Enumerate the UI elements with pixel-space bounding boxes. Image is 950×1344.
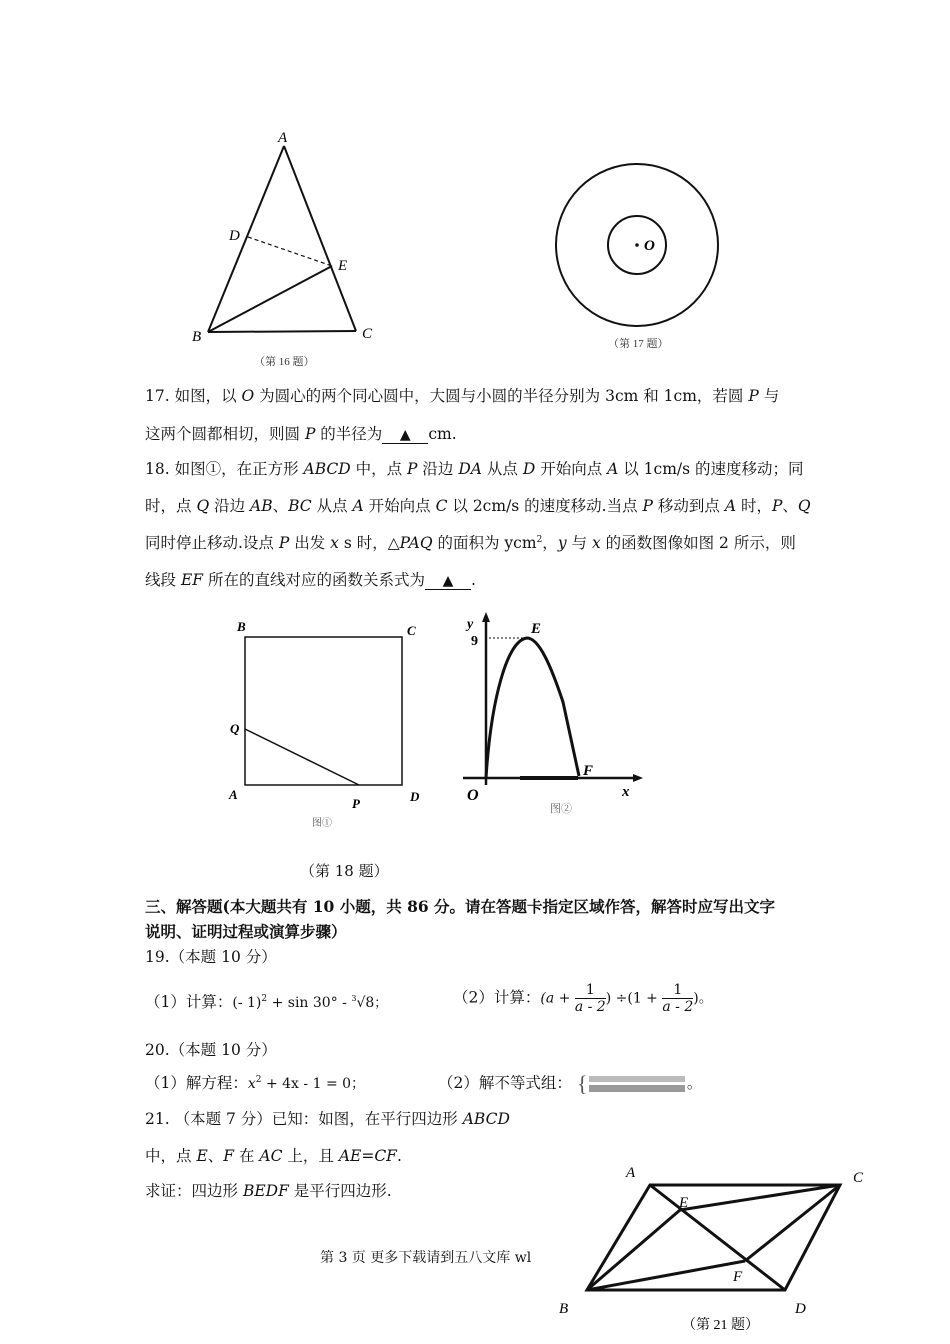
q19-part1: （1）计算：(- 1)$^2$ + sin 30° - $^3$√8； [145, 993, 388, 1011]
fig21-caption: （第 21 题） [682, 1318, 759, 1333]
page-footer: 第 3 页 更多下载请到五八文库 wl [320, 1250, 532, 1266]
q17-o: O [241, 387, 255, 405]
fig21-label-c: C [853, 1170, 864, 1186]
q17-text-1c: 与 [758, 387, 780, 405]
q17-p-2: P [304, 425, 316, 443]
figure-18-2 [455, 610, 650, 820]
fig16-label-a: A [278, 130, 288, 146]
q17-text-2a: 这两个圆都相切，则圆 [145, 425, 305, 443]
fig18b-label-o: O [467, 787, 479, 804]
fig18a-label-c: C [407, 623, 416, 638]
figure-18-1 [220, 615, 430, 830]
q21-line1: 21. （本题 7 分）已知：如图，在平行四边形 ABCD [145, 1110, 510, 1128]
section3-heading-1: 三、解答题(本大题共有 10 小题，共 86 分。请在答题卡指定区域作答，解答时应写出文字 [145, 897, 776, 916]
q18-line3: 同时停止移动.设点 P 出发 x s 时，△PAQ 的面积为 ycm$^2$，y 与 x 的函数图像如图 2 所示，则 [145, 534, 796, 552]
q19-p2-label: （2）计算： [453, 988, 541, 1007]
fig18a-label-q: Q [230, 721, 240, 736]
fig18a-label-b: B [237, 619, 246, 634]
fig17-caption: （第 17 题） [608, 338, 669, 350]
section3-heading-2: 说明、证明过程或演算步骤） [145, 922, 347, 941]
fig16-label-d: D [229, 228, 240, 244]
fig21-label-e: E [679, 1195, 689, 1211]
fig21-label-b: B [559, 1301, 569, 1317]
fig21-label-d: D [795, 1301, 806, 1317]
q17-text-1b: 为圆心的两个同心圆中，大圆与小圆的半径分别为 3cm 和 1cm，若圆 [254, 387, 749, 405]
q17-line1 [145, 384, 779, 406]
fig18b-caption: 图② [550, 803, 572, 815]
fig18b-label-9: 9 [471, 634, 478, 649]
fig18b-label-x: x [622, 784, 630, 800]
q20-title: 20.（本题 10 分） [145, 1041, 277, 1059]
figure-21 [550, 1155, 880, 1344]
fig18a-caption: 图① [312, 818, 332, 829]
figure-17 [550, 150, 730, 355]
fig16-label-c: C [362, 326, 373, 342]
q20-part1: （1）解方程：$x^2 + 4x - 1 = 0$； [145, 1074, 366, 1092]
q17-text-2c: cm. [428, 425, 457, 443]
q20-part2: （2）解不等式组： { 。 [438, 1072, 703, 1096]
fig18b-label-e: E [531, 621, 542, 637]
q18-line4: 线段 EF 所在的直线对应的函数关系式为 ▲ . [145, 571, 476, 589]
fig16-caption: （第 16 题） [254, 356, 315, 368]
q20-inequality-system-image [577, 1072, 687, 1096]
fig18a-label-d: D [410, 789, 420, 804]
q18-line1: 18. 如图①，在正方形 ABCD 中，点 P 沿边 DA 从点 D 开始向点 A 以 1cm/s 的速度移动；同 [145, 460, 804, 478]
q17-text-1a: 17. 如图，以 [145, 387, 242, 405]
fig18a-label-a: A [229, 787, 238, 802]
q19-part2: （2）计算：(a + $\frac{1}{a - 2}$ ) ÷(1 + $\frac{1}{a - 2}$ )。 [453, 982, 713, 1016]
q18-line2: 时，点 Q 沿边 AB、BC 从点 A 开始向点 C 以 2cm/s 的速度移动.当点 P 移动到点 A 时，P、Q [145, 497, 811, 515]
figure-16 [180, 120, 390, 375]
fig18a-label-p: P [352, 796, 360, 811]
q17-p: P [748, 387, 759, 405]
fig16-label-e: E [338, 258, 348, 274]
fig18b-label-y: y [467, 617, 474, 632]
q19-fraction-1: $\frac{1}{a - 2}$ [574, 982, 606, 1016]
fig21-label-f: F [733, 1269, 743, 1285]
q21-line2: 中，点 E、F 在 AC 上，且 AE=CF. [145, 1147, 402, 1165]
fig16-label-b: B [192, 329, 202, 345]
fig18-caption: （第 18 题） [300, 862, 389, 880]
q19-p1-label: （1）计算： [145, 993, 233, 1011]
q19-fraction-2: $\frac{1}{a - 2}$ [662, 982, 694, 1016]
svg-text:{: { [576, 1072, 588, 1096]
fig18b-label-f: F [583, 763, 594, 779]
q17-line2 [145, 422, 457, 444]
q19-title: 19.（本题 10 分） [145, 948, 277, 966]
q17-text-2b: 的半径为 [315, 425, 383, 443]
q21-line3: 求证：四边形 BEDF 是平行四边形. [145, 1182, 392, 1200]
q17-answer-blank: ▲ [382, 427, 428, 444]
fig17-label-o: O [644, 238, 655, 254]
q18-answer-blank: ▲ [425, 573, 471, 590]
fig21-label-a: A [626, 1165, 636, 1181]
